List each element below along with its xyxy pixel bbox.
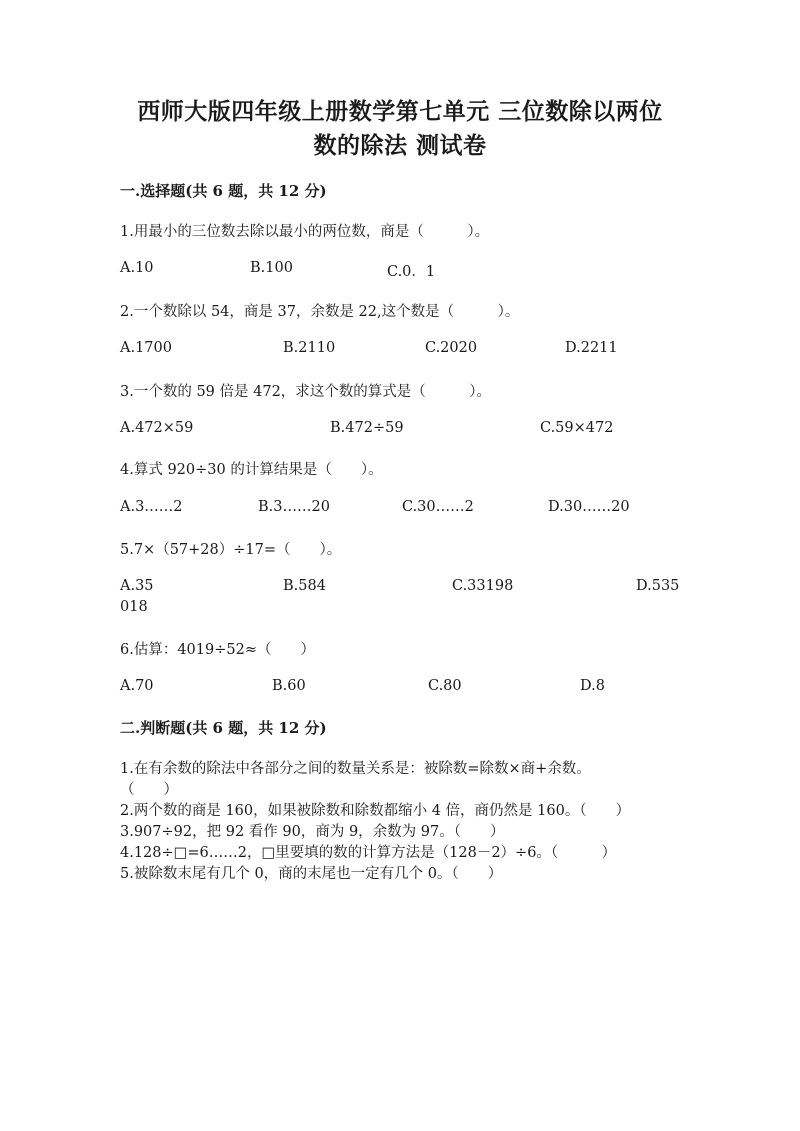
option-d: D.30……20 [548, 499, 630, 515]
judgment-item: 3.907÷92，把 92 看作 90，商为 9，余数为 97。（ ） [120, 824, 505, 840]
option-a: A.35 [120, 578, 154, 594]
question-text: 3.一个数的 59 倍是 472，求这个数的算式是（ ）。 [120, 384, 492, 400]
option-b: B.3……20 [258, 499, 330, 515]
option-c: C.59×472 [540, 420, 614, 436]
option-a: A.70 [120, 678, 154, 694]
judgment-item: 1.在有余数的除法中各部分之间的数量关系是：被除数=除数×商+余数。 [120, 761, 591, 777]
option-d-wrap: 018 [120, 599, 148, 615]
judgment-item: 5.被除数末尾有几个 0，商的末尾也一定有几个 0。（ ） [120, 866, 503, 882]
judgment-item: 2.两个数的商是 160，如果被除数和除数都缩小 4 倍，商仍然是 160。（ ） [120, 803, 631, 819]
option-b: B.2110 [283, 340, 336, 356]
option-c: C.33198 [452, 578, 514, 594]
page-title-line-1: 西师大版四年级上册数学第七单元 三位数除以两位 [137, 98, 663, 125]
question-text: 6.估算：4019÷52≈（ ） [120, 642, 315, 658]
option-d: D.2211 [565, 340, 618, 356]
question-text: 2.一个数除以 54，商是 37，余数是 22,这个数是（ ）。 [120, 304, 520, 320]
option-b: B.60 [272, 678, 306, 694]
section-heading-multiple-choice: 一.选择题(共 6 题，共 12 分) [120, 182, 327, 200]
section-heading-true-false: 二.判断题(共 6 题，共 12 分) [120, 719, 327, 737]
option-a: A.1700 [120, 340, 172, 356]
option-c: C.30……2 [402, 499, 474, 515]
option-d: D.8 [580, 678, 605, 694]
question-text: 1.用最小的三位数去除以最小的两位数，商是（ ）。 [120, 224, 490, 240]
judgment-item: 4.128÷□=6……2，□里要填的数的计算方法是（128－2）÷6。（ ） [120, 845, 617, 861]
page-title-line-2: 数的除法 测试卷 [313, 132, 487, 159]
option-c: C.2020 [425, 340, 478, 356]
option-c: C.80 [428, 678, 462, 694]
judgment-item-answer-bracket: （ ） [120, 782, 178, 798]
option-b: B.100 [250, 260, 293, 276]
option-a: A.3……2 [120, 499, 183, 515]
question-text: 5.7×（57+28）÷17=（ ）。 [120, 542, 342, 558]
option-c: C.0．1 [387, 264, 436, 280]
option-b: B.584 [283, 578, 326, 594]
question-text: 4.算式 920÷30 的计算结果是（ ）。 [120, 462, 383, 478]
option-a: A.472×59 [120, 420, 194, 436]
option-a: A.10 [120, 260, 154, 276]
option-b: B.472÷59 [330, 420, 404, 436]
option-d: D.535 [636, 578, 680, 594]
